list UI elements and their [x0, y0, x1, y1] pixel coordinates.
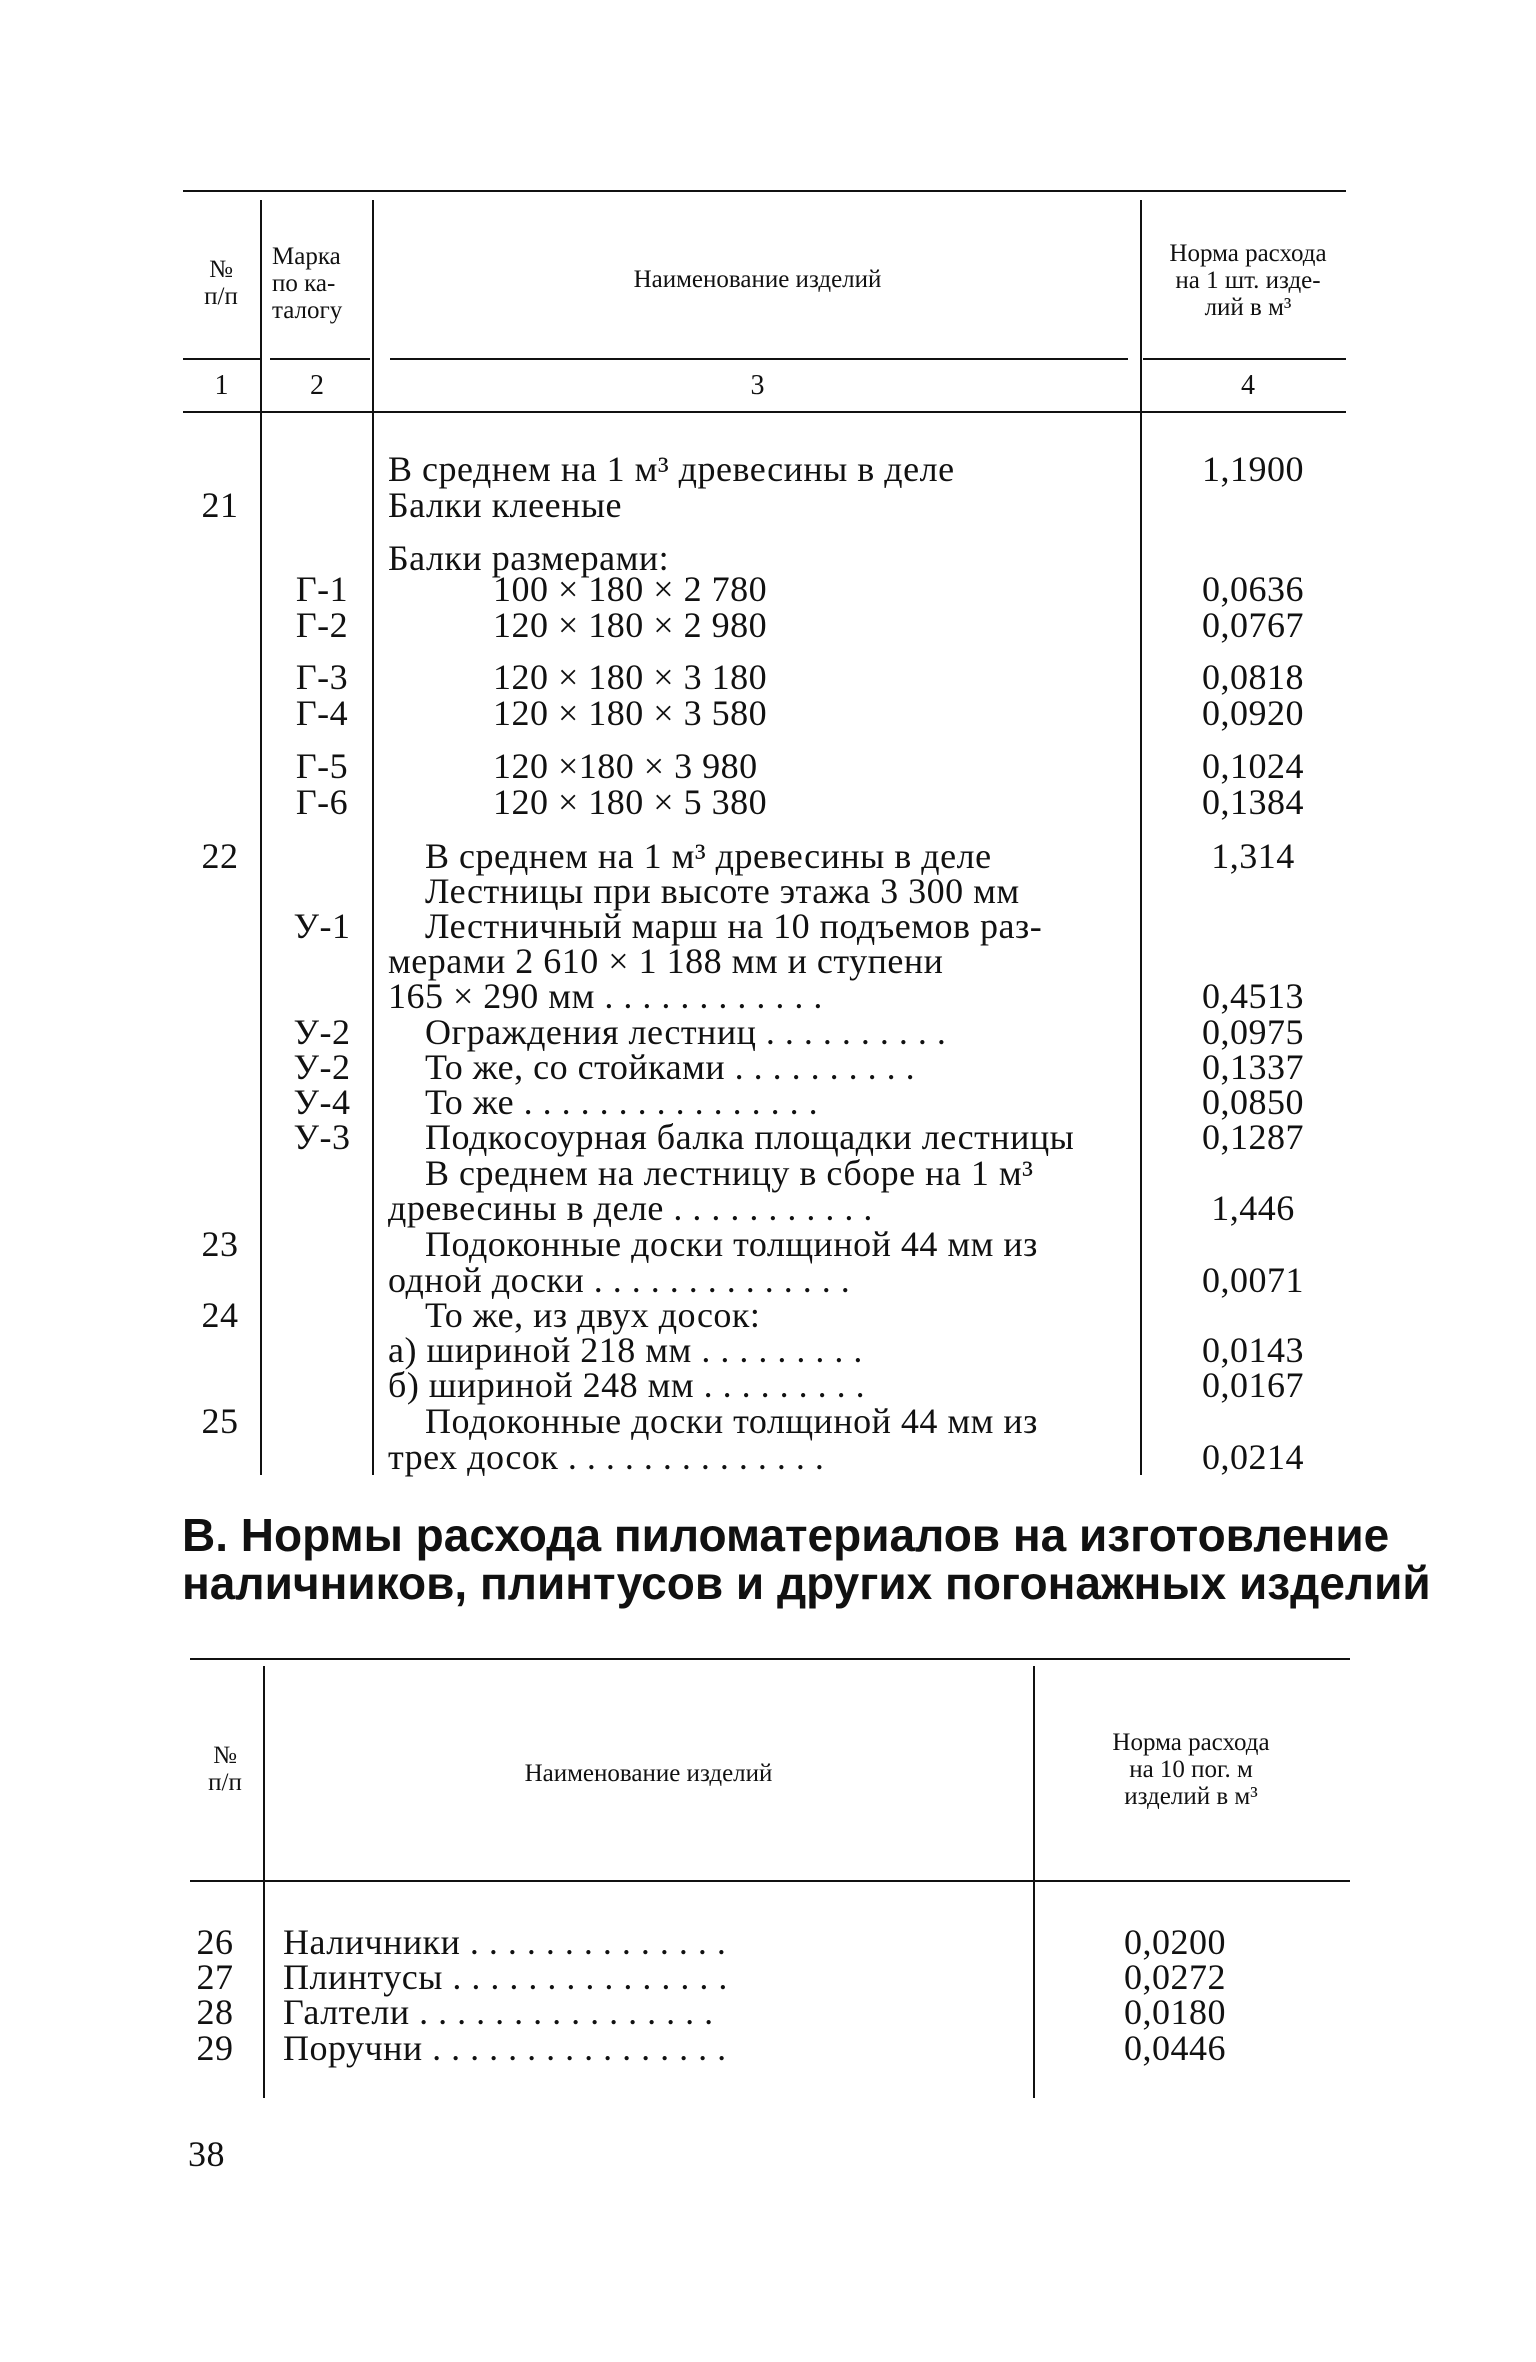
table-row-mark: Г-5: [295, 746, 349, 786]
table-row-text: В среднем на 1 м³ древесины в деле: [425, 836, 992, 876]
table-row-norm: 1,446: [1211, 1188, 1295, 1228]
table-row-norm: 0,4513: [1202, 976, 1304, 1016]
table-row-text: а) шириной 218 мм . . . . . . . . .: [388, 1330, 863, 1370]
table-row-number: 27: [196, 1957, 234, 1997]
table2-top-rule: [190, 1658, 1350, 1660]
table-row-norm: 0,1384: [1202, 782, 1304, 822]
table-row-text: Подоконные доски толщиной 44 мм из: [425, 1401, 1038, 1441]
table-row-norm: 0,0767: [1202, 605, 1304, 645]
table-row-norm: 0,0446: [1124, 2028, 1226, 2068]
table1-header-norm: Норма расхода на 1 шт. изде- лий в м³: [1169, 240, 1327, 321]
table-row-text: В среднем на лестницу в сборе на 1 м³: [425, 1153, 1034, 1193]
table1-colnum-4: 4: [1241, 370, 1255, 401]
table-row-number: 23: [201, 1224, 239, 1264]
table-row-text: 120 × 180 × 5 380: [493, 782, 768, 822]
table-row-number: 26: [196, 1922, 234, 1962]
table1-vline-2: [372, 200, 374, 1475]
table1-colnum-3: 3: [750, 370, 765, 401]
table-row-text: 120 × 180 × 3 580: [493, 693, 768, 733]
table-row-norm: 0,0180: [1124, 1992, 1226, 2032]
table-row-norm: 0,0167: [1202, 1365, 1304, 1405]
table-row-number: 22: [201, 836, 239, 876]
table2-vline-1: [263, 1666, 265, 2098]
table-row-norm: 0,0920: [1202, 693, 1304, 733]
table-row-text: древесины в деле . . . . . . . . . . .: [388, 1188, 873, 1228]
table-row-text: В среднем на 1 м³ древесины в деле: [388, 449, 955, 489]
table-row-text: Галтели . . . . . . . . . . . . . . . .: [283, 1992, 714, 2032]
table-row-mark: Г-3: [295, 657, 349, 697]
table-row-text: То же . . . . . . . . . . . . . . . .: [425, 1082, 819, 1122]
table1-colnum-1: 1: [214, 370, 229, 401]
table-row-text: Балки клееные: [388, 485, 623, 525]
table-row-number: 21: [201, 485, 239, 525]
table-row-text: Поручни . . . . . . . . . . . . . . . .: [283, 2028, 727, 2068]
table-row-number: 24: [201, 1295, 239, 1335]
table-row-mark: У-2: [293, 1047, 351, 1087]
table-row-text: 120 × 180 × 3 180: [493, 657, 768, 697]
table-row-text: 120 ×180 × 3 980: [493, 746, 758, 786]
table-row-mark: Г-4: [295, 693, 349, 733]
table-row-number: 28: [196, 1992, 234, 2032]
table-row-norm: 0,1337: [1202, 1047, 1304, 1087]
table-row-norm: 0,0071: [1202, 1260, 1304, 1300]
table1-header-rule-a: [183, 358, 260, 360]
table-row-text: Плинтусы . . . . . . . . . . . . . . .: [283, 1957, 728, 1997]
table-row-mark: Г-1: [295, 569, 349, 609]
table-row-text: Ограждения лестниц . . . . . . . . . .: [425, 1012, 947, 1052]
table1-number-rule: [183, 411, 1346, 413]
table1-colnum-2: 2: [310, 370, 324, 401]
table-row-text: одной доски . . . . . . . . . . . . . .: [388, 1260, 851, 1300]
table-row-text: Балки размерами:: [388, 538, 670, 578]
table-row-norm: 0,0818: [1202, 657, 1304, 697]
table-row-mark: У-4: [293, 1082, 351, 1122]
table-row-norm: 0,1287: [1202, 1117, 1304, 1157]
section-heading-line-2: наличников, плинтусов и других погонажных изделий: [182, 1557, 1431, 1609]
table-row-text: б) шириной 248 мм . . . . . . . . .: [388, 1365, 866, 1405]
table1-header-rule-c: [390, 358, 1128, 360]
table1-header-rule-b: [270, 358, 370, 360]
table-row-norm: 1,314: [1211, 836, 1295, 876]
table1-header-number: № п/п: [204, 256, 238, 310]
table-row-text: трех досок . . . . . . . . . . . . . .: [388, 1437, 825, 1477]
table-row-text: Подоконные доски толщиной 44 мм из: [425, 1224, 1038, 1264]
table-row-mark: Г-2: [295, 605, 349, 645]
table-row-text: То же, из двух досок:: [425, 1295, 761, 1335]
table-row-norm: 0,0143: [1202, 1330, 1304, 1370]
table2-header-name: Наименование изделий: [524, 1760, 773, 1787]
table-row-text: 120 × 180 × 2 980: [493, 605, 768, 645]
table-row-norm: 0,0975: [1202, 1012, 1304, 1052]
table-row-norm: 0,0272: [1124, 1957, 1226, 1997]
table-row-text: То же, со стойками . . . . . . . . . .: [425, 1047, 916, 1087]
table2-header-norm: Норма расхода на 10 пог. м изделий в м³: [1112, 1729, 1270, 1810]
table-row-text: 100 × 180 × 2 780: [493, 569, 768, 609]
table-row-norm: 0,0214: [1202, 1437, 1304, 1477]
table-row-norm: 0,0850: [1202, 1082, 1304, 1122]
table-row-text: Наличники . . . . . . . . . . . . . .: [283, 1922, 727, 1962]
table-row-text: 165 × 290 мм . . . . . . . . . . . .: [388, 976, 823, 1016]
table-row-norm: 0,0636: [1202, 569, 1304, 609]
table2-header-rule: [190, 1880, 1350, 1882]
table-row-norm: 1,1900: [1202, 449, 1304, 489]
table-row-number: 25: [201, 1401, 239, 1441]
table-row-norm: 0,1024: [1202, 746, 1304, 786]
table-row-text: Подкосоурная балка площадки лестницы: [425, 1117, 1075, 1157]
table-row-mark: Г-6: [295, 782, 349, 822]
table-row-text: Лестничный марш на 10 подъемов раз-: [425, 906, 1043, 946]
table1-header-mark: Марка по ка- талогу: [272, 243, 343, 324]
table-row-text: мерами 2 610 × 1 188 мм и ступени: [388, 941, 944, 981]
table1-header-name: Наименование изделий: [633, 266, 882, 293]
table2-vline-2: [1033, 1666, 1035, 2098]
section-heading-line-1: В. Нормы расхода пиломатериалов на изготовление: [182, 1509, 1390, 1561]
page-number: 38: [188, 2134, 225, 2174]
table1-vline-3: [1140, 200, 1142, 1475]
table-row-norm: 0,0200: [1124, 1922, 1226, 1962]
table1-header-rule-d: [1143, 358, 1346, 360]
table2-header-number: № п/п: [208, 1742, 242, 1796]
table1-top-rule: [183, 190, 1346, 192]
table-row-text: Лестницы при высоте этажа 3 300 мм: [425, 871, 1020, 911]
table-row-mark: У-3: [293, 1117, 351, 1157]
table-row-number: 29: [196, 2028, 234, 2068]
table-row-mark: У-2: [293, 1012, 351, 1052]
table-row-mark: У-1: [293, 906, 351, 946]
